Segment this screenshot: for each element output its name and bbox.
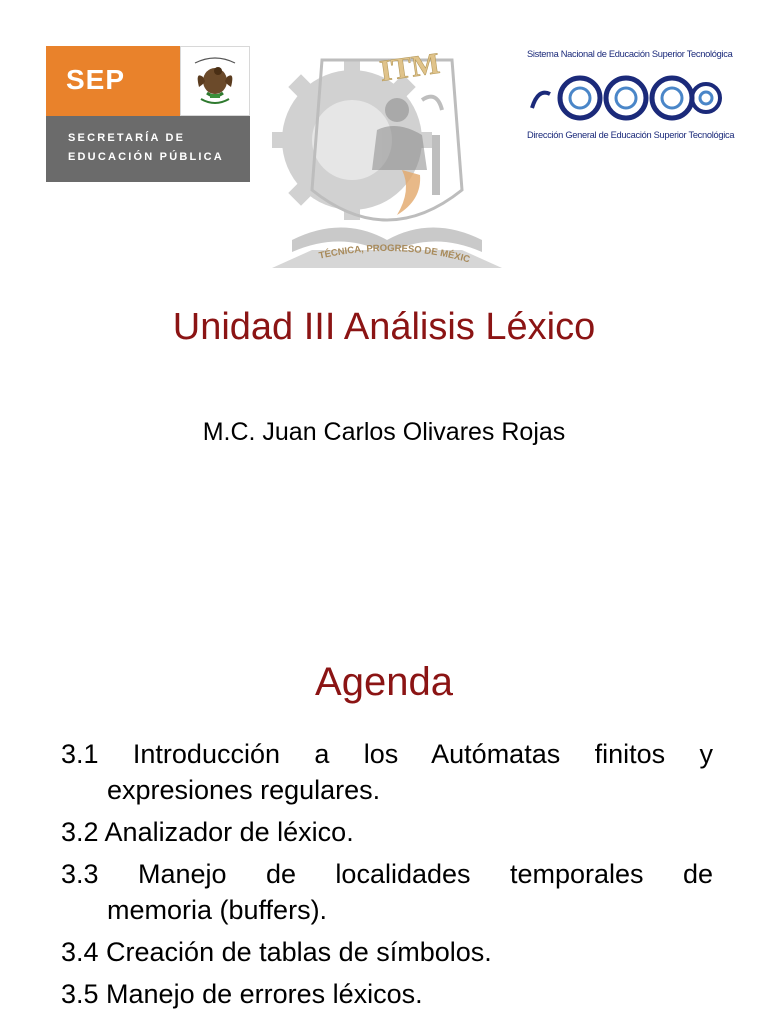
snest-swirl-logo-icon <box>528 68 724 126</box>
agenda-item-text: 3.3 Manejo de localidades temporales de <box>61 859 713 889</box>
agenda-item-text: 3.5 Manejo de errores léxicos. <box>61 979 423 1009</box>
agenda-list <box>61 736 713 1018</box>
snest-logo <box>524 46 735 146</box>
sep-line-1: SECRETARÍA DE <box>68 132 186 144</box>
sep-abbreviation: SEP <box>66 64 126 95</box>
agenda-item <box>61 934 713 970</box>
mexican-coat-of-arms-icon <box>180 46 250 116</box>
agenda-item-text: 3.1 Introducción a los Autómatas finitos y <box>61 739 713 769</box>
snest-bottom-text: Dirección General de Educación Superior Tecnológica <box>527 130 735 140</box>
slide-title: Unidad III Análisis Léxico <box>172 306 596 348</box>
agenda-item <box>61 736 713 808</box>
slide-author: M.C. Juan Carlos Olivares Rojas <box>202 418 566 446</box>
agenda-item <box>61 856 713 928</box>
itm-motto: TÉCNICA, PROGRESO DE MÉXIC <box>317 242 472 266</box>
snest-top-text: Sistema Nacional de Educación Superior Tecnológica <box>527 49 733 59</box>
agenda-slide <box>0 630 768 1024</box>
itm-letters: ITM <box>377 46 442 88</box>
agenda-item-text: 3.2 Analizador de léxico. <box>61 817 354 847</box>
sep-line-2: EDUCACIÓN PÚBLICA <box>68 151 224 163</box>
agenda-item-continuation: expresiones regulares. <box>107 775 381 805</box>
agenda-item-continuation: memoria (buffers). <box>107 895 328 925</box>
sep-logo <box>46 46 250 182</box>
agenda-item-text: 3.4 Creación de tablas de símbolos. <box>61 937 492 967</box>
agenda-item <box>61 976 713 1012</box>
agenda-item <box>61 814 713 850</box>
agenda-title: Agenda <box>315 660 453 704</box>
itm-gear-seal-icon <box>262 40 512 272</box>
